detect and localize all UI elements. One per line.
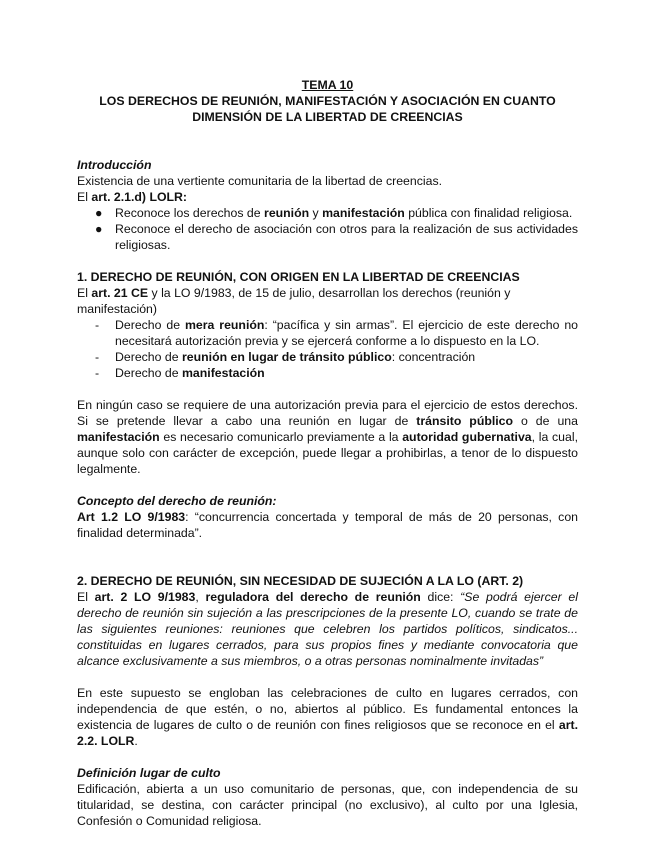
text-span: , [195,590,206,604]
text-span: , la cual, aunque solo con carácter de excepción, puede llegar a prohibirlas, a tenor de lo dispuesto legalmente. [77,430,578,476]
text-span: Derecho de [115,366,182,380]
concept-heading: Concepto del derecho de reunión: [77,494,277,508]
section-1-heading: 1. DERECHO DE REUNIÓN, CON ORIGEN EN LA LIBERTAD DE CREENCIAS [77,270,520,284]
bold-term: autoridad gubernativa [402,430,532,444]
document-subtitle-line-1: LOS DERECHOS DE REUNIÓN, MANIFESTACIÓN Y ASOCIACIÓN EN CUANTO [99,94,556,108]
article-reference: art. 2 LO 9/1983 [94,590,196,604]
section-2-paragraph [77,685,578,749]
bold-term: reguladora del derecho de reunión [205,590,421,604]
text-span: : “concurrencia concertada y temporal de más de 20 personas, con finalidad determinada”. [77,510,578,540]
text-span: Reconoce los derechos de [115,206,265,220]
dash-marker: - [95,318,100,332]
document-body [77,77,578,829]
bold-term: tránsito público [416,414,514,428]
intro-heading: Introducción [77,158,152,172]
text-span: En este supuesto se engloban las celebraciones de culto en lugares cerrados, con independencia de que estén, o no, abiertos al público. Es fundamental entonces la existencia de lugares de culto o de reunión con fines religiosos que se reconoce en el [77,686,578,732]
text-span: Derecho de [115,350,182,364]
intro-article-line [77,189,578,205]
section-1-paragraph [77,397,578,477]
bold-term: reunión en lugar de tránsito público [182,350,392,364]
intro-paragraph: Existencia de una vertiente comunitaria de la libertad de creencias. [77,174,443,188]
article-reference: art. 2.1.d) LOLR: [91,190,188,204]
list-item [77,365,578,381]
bold-term: manifestación [322,206,405,220]
article-reference: art. 21 CE [91,286,149,300]
legal-quote: “Se podrá ejercer el derecho de reunión sin sujeción a las prescripciones de la presente LO, cuando se trate de las siguientes reuniones: reuniones que celebren los partidos políticos, sindicatos... constituidas en lugares cerrados, para sus propios fines y mediante convocatoria que alcance exclusivamente a sus miembros, o a otras personas nominalmente invitadas” [77,590,578,668]
text-span: y [309,206,323,220]
text-span: En ningún caso se requiere de una autorización previa para el ejercicio de estos derechos. Si se pretende llevar a cabo una reunión en lugar de [77,398,578,428]
concept-paragraph [77,509,578,541]
list-item [77,205,578,221]
text-span: El [77,286,92,300]
section-2-heading: 2. DERECHO DE REUNIÓN, SIN NECESIDAD DE SUJECIÓN A LA LO (ART. 2) [77,574,524,588]
text-span: Derecho de [115,318,185,332]
text-span: . [134,734,138,748]
section-1-intro [77,285,578,317]
definition-heading: Definición lugar de culto [77,766,221,780]
intro-bullet-list [77,205,578,253]
definition-paragraph: Edificación, abierta a un uso comunitario de personas, que, con independencia de su titularidad, se destina, con carácter principal (no exclusivo), al culto por una Iglesia, Confesión o Comunidad religiosa. [77,782,578,828]
article-reference: art. 2.2. LOLR [77,718,578,748]
text-span: es necesario comunicarlo previamente a la [159,430,403,444]
text-span: El [77,590,95,604]
bullet-marker: ● [95,222,103,236]
text-span: o de una [513,414,578,428]
document-subtitle-line-2: DIMENSIÓN DE LA LIBERTAD DE CREENCIAS [192,110,463,124]
text-span: pública con finalidad religiosa. [404,206,573,220]
document-title: TEMA 10 [301,78,354,92]
text-span: dice: [420,590,461,604]
dash-marker: - [95,350,100,364]
article-reference: Art 1.2 LO 9/1983 [77,510,186,524]
list-item [77,221,578,253]
section-1-dash-list [77,317,578,381]
text-span: El [77,190,92,204]
text-span: y la LO 9/1983, de 15 de julio, desarrollan los derechos (reunión y manifestación) [77,286,511,316]
section-2-quote-paragraph [77,589,578,669]
bullet-marker: ● [95,206,103,220]
bold-term: mera reunión [184,318,265,332]
list-item [77,317,578,349]
list-item [77,349,578,365]
text-span: : “pacífica y sin armas”. El ejercicio de este derecho no necesitará autorización previa y se ejercerá conforme a lo dispuesto en la LO. [115,318,578,348]
bold-term: manifestación [182,366,265,380]
bold-term: manifestación [77,430,160,444]
text-span: : concentración [391,350,476,364]
dash-marker: - [95,366,100,380]
bold-term: reunión [264,206,310,220]
text-span: Reconoce el derecho de asociación con otros para la realización de sus actividades religiosas. [115,222,578,252]
